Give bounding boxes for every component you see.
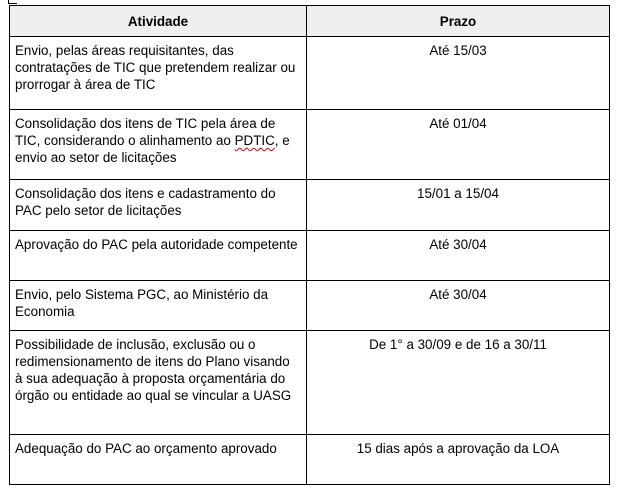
activity-text: , e envio ao setor de licitações — [15, 133, 290, 165]
header-row — [10, 6, 610, 37]
header-activity: Atividade — [10, 6, 307, 37]
activity-cell: Possibilidade de inclusão, exclusão ou o redimensionamento de itens do Plano visando à sua adequação à proposta orçamentária do órgão ou entidade ao qual se vincular a UASG — [10, 331, 307, 435]
activity-cell: Consolidação dos itens e cadastramento do PAC pelo setor de licitações — [10, 180, 307, 231]
table-row — [10, 435, 610, 485]
deadline-cell: 15/01 a 15/04 — [307, 180, 610, 231]
deadline-cell: Até 15/03 — [307, 37, 610, 110]
activity-cell — [10, 110, 307, 180]
table-row — [10, 110, 610, 180]
activity-cell: Envio, pelo Sistema PGC, ao Ministério da Economia — [10, 281, 307, 331]
schedule-table — [9, 5, 610, 485]
deadline-cell: Até 01/04 — [307, 110, 610, 180]
activity-cell: Aprovação do PAC pela autoridade competente — [10, 231, 307, 281]
table-row — [10, 331, 610, 435]
deadline-cell: Até 30/04 — [307, 231, 610, 281]
spellcheck-marked-word: PDTIC — [234, 133, 275, 148]
table-row — [10, 180, 610, 231]
header-deadline: Prazo — [307, 6, 610, 37]
deadline-cell: Até 30/04 — [307, 281, 610, 331]
table-row — [10, 231, 610, 281]
activity-cell: Adequação do PAC ao orçamento aprovado — [10, 435, 307, 485]
deadline-cell: De 1° a 30/09 e de 16 a 30/11 — [307, 331, 610, 435]
deadline-cell: 15 dias após a aprovação da LOA — [307, 435, 610, 485]
activity-text: Consolidação dos itens de TIC pela área de TIC, considerando o alinhamento ao — [15, 116, 276, 148]
page-corner-mark — [8, 0, 17, 4]
table-row — [10, 281, 610, 331]
table-row — [10, 37, 610, 110]
activity-cell: Envio, pelas áreas requisitantes, das contratações de TIC que pretendem realizar ou prorrogar à área de TIC — [10, 37, 307, 110]
